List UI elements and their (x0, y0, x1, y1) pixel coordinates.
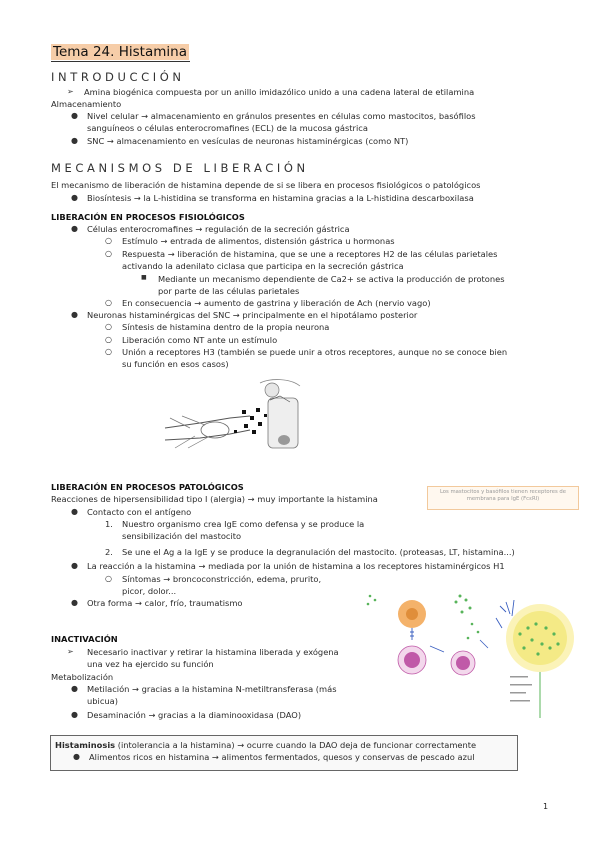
list-item: Células enterocromafines → regulación de la secreción gástrica (87, 224, 350, 234)
dot-bullet-icon: ● (73, 752, 80, 761)
list-item: Se une el Ag a la IgE y se produce la degranulación del mastocito. (proteasas, LT, histamina...) (122, 547, 515, 557)
intro-item-cont: sanguíneos o células enterocromafines (ECL) de la mucosa gástrica (87, 123, 368, 133)
list-item: Mediante un mecanismo dependiente de Ca2+ se activa la producción de protones (158, 274, 505, 284)
list-item: Necesario inactivar y retirar la histamina liberada y exógena (87, 647, 339, 657)
intro-item: SNC → almacenamiento en vesículas de neuronas histaminérgicas (como NT) (87, 136, 409, 146)
list-item-cont: una vez ha ejercido su función (87, 659, 214, 669)
intro-heading: INTRODUCCIÓN (51, 70, 185, 84)
list-number: 1. (105, 519, 113, 529)
intro-line: Amina biogénica compuesta por un anillo imidazólico unido a una cadena lateral de etilamina (84, 87, 475, 97)
dot-bullet-icon: ● (71, 561, 78, 570)
metabolizacion-label: Metabolización (51, 672, 114, 682)
circle-bullet-icon: ○ (105, 347, 112, 356)
list-item: Estímulo → entrada de alimentos, distensión gástrica u hormonas (122, 236, 395, 246)
list-item: Respuesta → liberación de histamina, que se une a receptores H2 de las células parietales (122, 249, 498, 259)
list-item-cont: activando la adenilato ciclasa que participa en la secreción gástrica (122, 261, 404, 271)
list-item: Liberación como NT ante un estímulo (122, 335, 278, 345)
circle-bullet-icon: ○ (105, 335, 112, 344)
list-item-cont: su función en esos casos) (122, 359, 229, 369)
list-item: Metilación → gracias a la histamina N-metiltransferasa (más (87, 684, 337, 694)
histaminosis-line (55, 740, 476, 751)
list-item: Nuestro organismo crea IgE como defensa y se produce la (122, 519, 365, 529)
inactivacion-heading: INACTIVACIÓN (51, 634, 118, 644)
list-item-cont: ubicua) (87, 696, 118, 706)
page-title: Tema 24. Histamina (53, 44, 187, 60)
list-item: Síntomas → broncoconstricción, edema, prurito, (122, 574, 322, 584)
mecanismos-line: El mecanismo de liberación de histamina depende de si se libera en procesos fisiológicos o patológicos (51, 180, 481, 190)
neuron-synapse-diagram (160, 378, 310, 453)
circle-bullet-icon: ○ (105, 236, 112, 245)
side-note: Los mastocitos y basófilos tienen receptores de membrana para IgE (FcεRI) (427, 486, 579, 510)
dot-bullet-icon: ● (71, 507, 78, 516)
list-item: Alimentos ricos en histamina → alimentos fermentados, quesos y conservas de pescado azul (89, 752, 475, 762)
dot-bullet-icon: ● (71, 111, 78, 120)
list-item: Unión a receptores H3 (también se puede unir a otros receptores, aunque no se conoce bien (122, 347, 508, 357)
biosintesis-line: Biosíntesis → la L-histidina se transforma en histamina gracias a la L-histidina descarboxilasa (87, 193, 474, 203)
histaminosis-definition: (intolerancia a la histamina) → ocurre cuando la DAO deja de funcionar correctamente (115, 740, 477, 750)
histaminosis-term: Histaminosis (55, 740, 116, 750)
list-item-cont: sensibilización del mastocito (122, 531, 242, 541)
intro-item: Nivel celular → almacenamiento en gránulos presentes en células como mastocitos, basófilos (87, 111, 476, 121)
list-item: Síntesis de histamina dentro de la propia neurona (122, 322, 330, 332)
page-number: 1 (543, 802, 549, 811)
circle-bullet-icon: ○ (105, 322, 112, 331)
list-item: Desaminación → gracias a la diaminooxidasa (DAO) (87, 710, 302, 720)
circle-bullet-icon: ○ (105, 574, 112, 583)
dot-bullet-icon: ● (71, 710, 78, 719)
dot-bullet-icon: ● (71, 598, 78, 607)
list-item-cont: picor, dolor... (122, 586, 177, 596)
patologicos-heading: LIBERACIÓN EN PROCESOS PATOLÓGICOS (51, 482, 244, 492)
list-item-cont: por parte de las células parietales (158, 286, 300, 296)
list-number: 2. (105, 547, 113, 557)
list-item: Neuronas histaminérgicas del SNC → principalmente en el hipotálamo posterior (87, 310, 418, 320)
dot-bullet-icon: ● (71, 136, 78, 145)
arrow-bullet-icon: ➢ (67, 647, 74, 656)
dot-bullet-icon: ● (71, 310, 78, 319)
dot-bullet-icon: ● (71, 224, 78, 233)
dot-bullet-icon: ● (71, 684, 78, 693)
title-underline (51, 61, 190, 62)
allergy-mechanism-diagram (360, 588, 585, 723)
list-item: La reacción a la histamina → mediada por la unión de histamina a los receptores histaminérgicos H1 (87, 561, 505, 571)
almacenamiento-label: Almacenamiento (51, 99, 122, 109)
list-item: Otra forma → calor, frío, traumatismo (87, 598, 243, 608)
arrow-bullet-icon: ➢ (67, 87, 74, 96)
dot-bullet-icon: ● (71, 193, 78, 202)
mecanismos-heading: MECANISMOS DE LIBERACIÓN (51, 161, 309, 175)
list-item: Reacciones de hipersensibilidad tipo I (alergia) → muy importante la histamina (51, 494, 378, 504)
circle-bullet-icon: ○ (105, 298, 112, 307)
circle-bullet-icon: ○ (105, 249, 112, 258)
list-item: Contacto con el antígeno (87, 507, 192, 517)
fisiologicos-heading: LIBERACIÓN EN PROCESOS FISIOLÓGICOS (51, 212, 245, 222)
list-item: En consecuencia → aumento de gastrina y liberación de Ach (nervio vago) (122, 298, 431, 308)
square-bullet-icon: ■ (141, 274, 147, 281)
